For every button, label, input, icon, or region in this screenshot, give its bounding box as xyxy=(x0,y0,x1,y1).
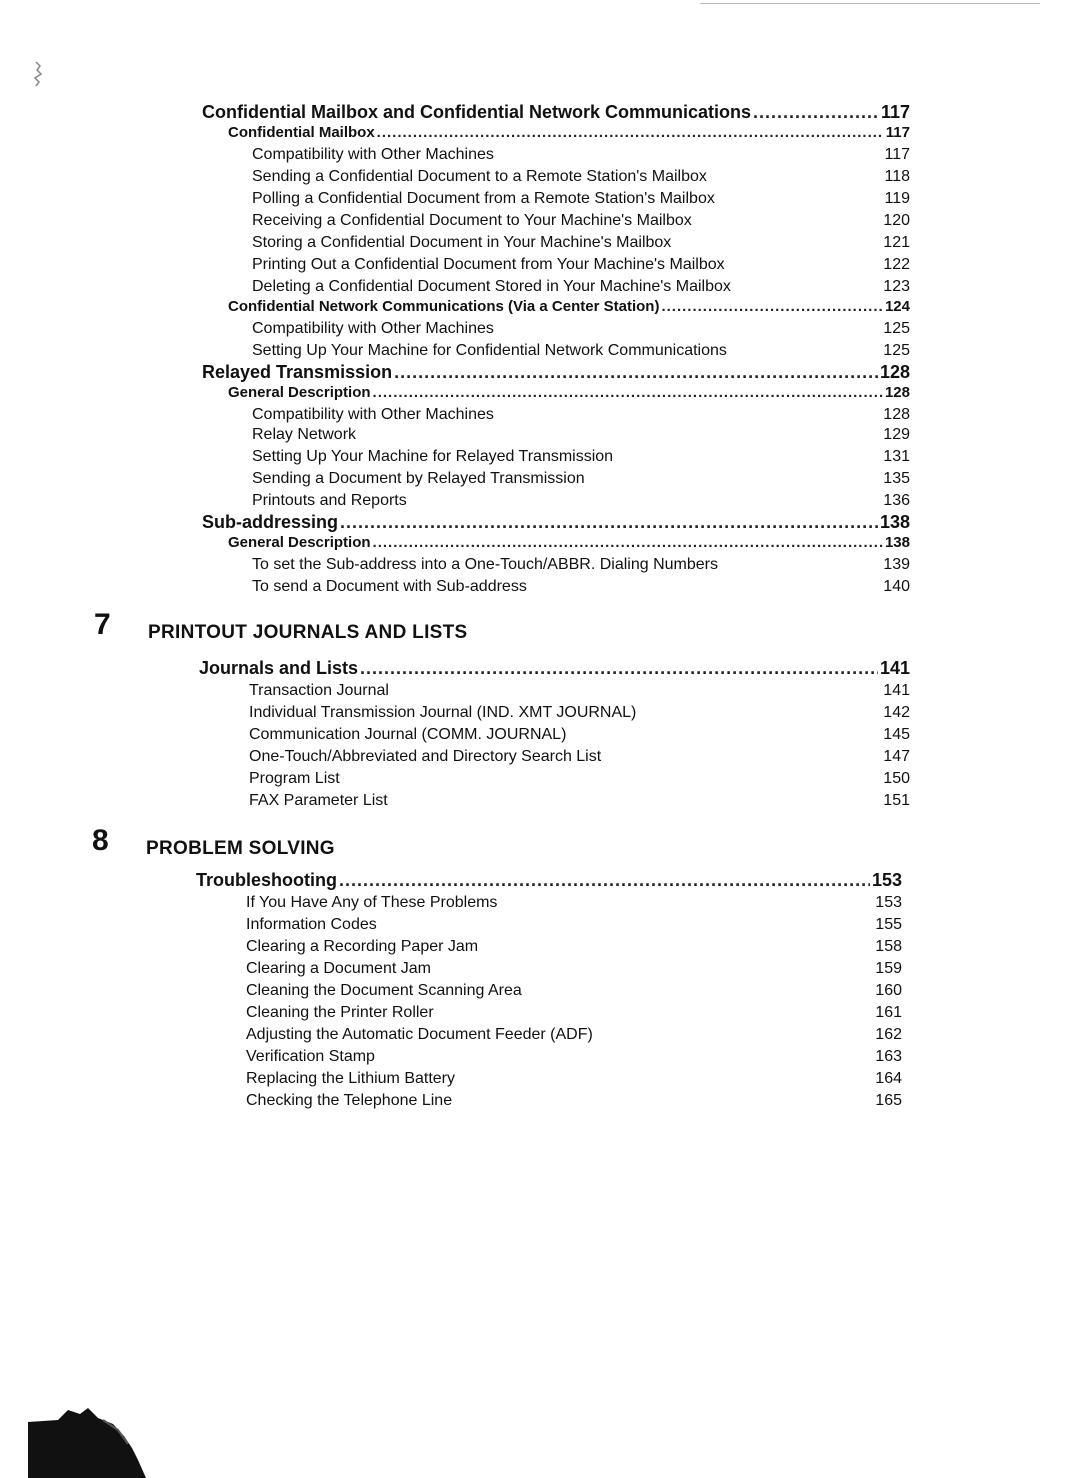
toc-entry-title: Checking the Telephone Line xyxy=(246,1092,453,1109)
toc-page-number: 153 xyxy=(875,894,902,911)
toc-entry-title: Compatibility with Other Machines xyxy=(252,406,494,423)
toc-page-number: 159 xyxy=(875,960,902,977)
toc-page-number: 121 xyxy=(883,234,910,251)
toc-page-number: 150 xyxy=(883,770,910,787)
toc-entry-title: Setting Up Your Machine for Relayed Transmission xyxy=(252,448,614,465)
toc-entry-title: FAX Parameter List xyxy=(249,792,388,809)
toc-entry-title: Deleting a Confidential Document Stored in Your Machine's Mailbox xyxy=(252,278,731,295)
toc-entry-level-3 xyxy=(252,556,910,574)
toc-page-number: 117 xyxy=(884,146,910,163)
toc-entry-level-3 xyxy=(252,190,910,208)
toc-entry-title: Replacing the Lithium Battery xyxy=(246,1070,455,1087)
toc-page-number: 158 xyxy=(875,938,902,955)
toc-entry-title: General Description xyxy=(228,384,371,401)
toc-entry-title: Relay Network xyxy=(252,426,357,443)
toc-page-number: 145 xyxy=(883,726,910,743)
toc-entry-level-1 xyxy=(196,870,902,891)
toc-entry-title: Confidential Network Communications (Via a Center Station) xyxy=(228,298,660,315)
toc-page-number: 161 xyxy=(875,1004,902,1021)
toc-dot-leader xyxy=(339,870,870,891)
toc-entry-level-3 xyxy=(252,278,910,296)
toc-page-number: 138 xyxy=(879,512,910,532)
toc-entry-level-3 xyxy=(246,1092,902,1110)
toc-entry-title: Clearing a Document Jam xyxy=(246,960,431,977)
toc-entry-level-3 xyxy=(246,1004,902,1022)
toc-page-number: 164 xyxy=(875,1070,902,1087)
toc-page-number: 138 xyxy=(884,534,910,551)
scan-edge-line xyxy=(700,3,1040,4)
toc-entry-level-3 xyxy=(252,168,910,186)
toc-entry-title: Confidential Mailbox and Confidential Network Communications xyxy=(202,102,752,122)
toc-entry-title: Cleaning the Printer Roller xyxy=(246,1004,434,1021)
toc-page-number: 139 xyxy=(883,556,910,573)
toc-entry-level-3 xyxy=(246,894,902,912)
toc-page-number: 135 xyxy=(883,470,910,487)
toc-entry-level-3 xyxy=(246,938,902,956)
toc-entry-level-3 xyxy=(249,726,910,744)
toc-page-number: 151 xyxy=(883,792,910,809)
toc-entry-level-2 xyxy=(228,124,910,141)
toc-entry-level-3 xyxy=(252,406,910,424)
toc-page-number: 123 xyxy=(883,278,910,295)
toc-page-number: 117 xyxy=(885,124,910,141)
toc-page-number: 141 xyxy=(879,658,910,678)
toc-entry-title: Setting Up Your Machine for Confidential Network Communications xyxy=(252,342,727,359)
toc-entry-title: One-Touch/Abbreviated and Directory Search List xyxy=(249,748,602,765)
toc-entry-title: To send a Document with Sub-address xyxy=(252,578,527,595)
toc-entry-title: Receiving a Confidential Document to Your Machine's Mailbox xyxy=(252,212,692,229)
chapter-title: PRINTOUT JOURNALS AND LISTS xyxy=(148,622,468,643)
toc-entry-title: Storing a Confidential Document in Your Machine's Mailbox xyxy=(252,234,672,251)
chapter-number: 8 xyxy=(92,824,109,857)
toc-page-number: 128 xyxy=(883,406,910,423)
toc-entry-title: Printouts and Reports xyxy=(252,492,407,509)
toc-page-number: 140 xyxy=(883,578,910,595)
toc-dot-leader xyxy=(373,534,883,551)
toc-page-number: 119 xyxy=(884,190,910,207)
toc-entry-level-3 xyxy=(249,770,910,788)
toc-entry-level-3 xyxy=(246,916,902,934)
toc-entry-level-3 xyxy=(252,146,910,164)
toc-entry-level-1 xyxy=(202,102,910,123)
toc-page-number: 128 xyxy=(884,384,910,401)
toc-entry-level-3 xyxy=(246,960,902,978)
toc-entry-level-1 xyxy=(202,512,910,533)
toc-entry-level-1 xyxy=(202,362,910,383)
toc-entry-level-3 xyxy=(252,342,910,360)
toc-dot-leader xyxy=(360,658,878,679)
toc-page-number: 124 xyxy=(884,298,910,315)
toc-entry-level-3 xyxy=(252,212,910,230)
toc-page-number: 117 xyxy=(880,102,910,122)
toc-page-number: 120 xyxy=(883,212,910,229)
toc-page-number: 118 xyxy=(884,168,910,185)
toc-page-number: 153 xyxy=(871,870,902,890)
toc-dot-leader xyxy=(394,362,878,383)
toc-entry-level-3 xyxy=(252,320,910,338)
toc-entry-title: To set the Sub-address into a One-Touch/ABBR. Dialing Numbers xyxy=(252,556,719,573)
toc-entry-level-3 xyxy=(252,256,910,274)
toc-entry-title: Polling a Confidential Document from a Remote Station's Mailbox xyxy=(252,190,715,207)
toc-entry-level-3 xyxy=(252,492,910,510)
toc-dot-leader xyxy=(340,512,878,533)
toc-page-number: 128 xyxy=(879,362,910,382)
toc-entry-title: Sending a Document by Relayed Transmission xyxy=(252,470,585,487)
toc-entry-title: Individual Transmission Journal (IND. XMT JOURNAL) xyxy=(249,704,637,721)
toc-entry-level-3 xyxy=(249,682,910,700)
toc-entry-title: Compatibility with Other Machines xyxy=(252,320,494,337)
toc-page-number: 165 xyxy=(875,1092,902,1109)
toc-entry-level-3 xyxy=(252,234,910,252)
toc-entry-title: Cleaning the Document Scanning Area xyxy=(246,982,522,999)
toc-entry-title: Relayed Transmission xyxy=(202,362,393,382)
toc-entry-level-3 xyxy=(246,1070,902,1088)
toc-entry-title: Troubleshooting xyxy=(196,870,337,890)
toc-entry-title: Information Codes xyxy=(246,916,377,933)
toc-entry-title: Sub-addressing xyxy=(202,512,339,532)
toc-entry-title: If You Have Any of These Problems xyxy=(246,894,498,911)
toc-entry-level-3 xyxy=(246,1026,902,1044)
toc-page-number: 122 xyxy=(883,256,910,273)
toc-entry-title: Adjusting the Automatic Document Feeder (ADF) xyxy=(246,1026,593,1043)
toc-entry-level-3 xyxy=(246,982,902,1000)
toc-page-number: 162 xyxy=(875,1026,902,1043)
toc-entry-level-2 xyxy=(228,534,910,551)
toc-entry-title: Sending a Confidential Document to a Remote Station's Mailbox xyxy=(252,168,707,185)
toc-page-number: 155 xyxy=(875,916,902,933)
scan-speck-mark xyxy=(30,60,50,120)
toc-page-number: 147 xyxy=(883,748,910,765)
toc-page-number: 163 xyxy=(875,1048,902,1065)
toc-page-number: 129 xyxy=(883,426,910,443)
toc-entry-level-2 xyxy=(228,298,910,315)
toc-entry-title: Communication Journal (COMM. JOURNAL) xyxy=(249,726,567,743)
toc-entry-title: Program List xyxy=(249,770,340,787)
toc-entry-level-3 xyxy=(252,448,910,466)
toc-entry-title: Verification Stamp xyxy=(246,1048,375,1065)
toc-page-number: 142 xyxy=(883,704,910,721)
toc-page-number: 125 xyxy=(883,320,910,337)
toc-entry-level-1 xyxy=(199,658,910,679)
toc-page-number: 125 xyxy=(883,342,910,359)
toc-entry-level-3 xyxy=(249,748,910,766)
toc-dot-leader xyxy=(373,384,883,401)
toc-entry-level-3 xyxy=(249,792,910,810)
toc-entry-level-2 xyxy=(228,384,910,401)
toc-entry-level-3 xyxy=(246,1048,902,1066)
toc-dot-leader xyxy=(661,298,883,315)
toc-entry-title: Clearing a Recording Paper Jam xyxy=(246,938,479,955)
toc-entry-level-3 xyxy=(252,578,910,596)
toc-entry-title: Transaction Journal xyxy=(249,682,389,699)
toc-entry-level-3 xyxy=(252,470,910,488)
toc-entry-title: Compatibility with Other Machines xyxy=(252,146,494,163)
toc-page-number: 131 xyxy=(883,448,910,465)
toc-entry-title: General Description xyxy=(228,534,371,551)
toc-page-number: 141 xyxy=(883,682,910,699)
toc-entry-level-3 xyxy=(249,704,910,722)
toc-entry-title: Printing Out a Confidential Document from Your Machine's Mailbox xyxy=(252,256,725,273)
scan-corner-blot xyxy=(28,1400,148,1478)
toc-dot-leader xyxy=(377,124,884,141)
toc-page-number: 160 xyxy=(875,982,902,999)
toc-dot-leader xyxy=(753,102,879,123)
toc-entry-title: Confidential Mailbox xyxy=(228,124,375,141)
chapter-number: 7 xyxy=(94,608,111,641)
chapter-title: PROBLEM SOLVING xyxy=(146,838,335,859)
toc-entry-title: Journals and Lists xyxy=(199,658,359,678)
toc-page-number: 136 xyxy=(883,492,910,509)
toc-entry-level-3 xyxy=(252,426,910,444)
